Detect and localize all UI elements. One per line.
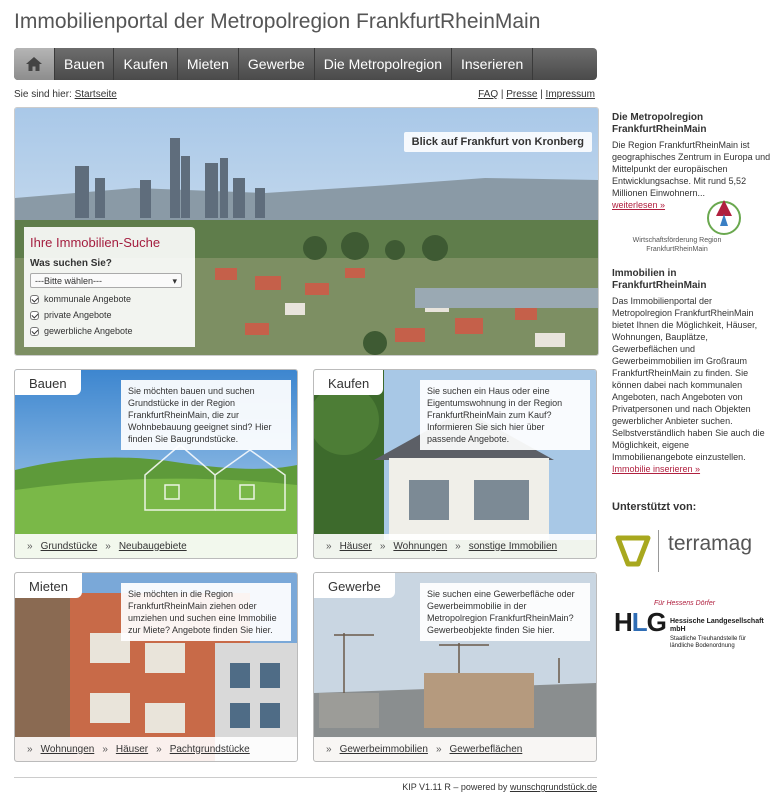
- link-arrow: »: [105, 540, 111, 552]
- hero-caption: Blick auf Frankfurt von Kronberg: [404, 132, 592, 152]
- search-panel: [24, 227, 195, 347]
- checkbox-label: gewerbliche Angebote: [44, 326, 133, 336]
- category-select[interactable]: ---Bitte wählen--- ▾: [30, 273, 182, 288]
- powered-by-link[interactable]: wunschgrundstück.de: [509, 782, 597, 792]
- nav-item-metropolregion[interactable]: Die Metropolregion: [315, 48, 452, 80]
- box-text: Sie suchen eine Gewerbefläche oder Gewerbeimmobilie in der Metropolregion FrankfurtRheinMain? Gewerbeobjekte finden Sie hier.: [420, 583, 590, 641]
- link-arrow: »: [27, 540, 33, 552]
- immobilie-inserieren-link[interactable]: Immobilie inserieren »: [612, 464, 701, 474]
- nav-item-bauen[interactable]: Bauen: [55, 48, 114, 80]
- pachtgrundstuecke-link[interactable]: Pachtgrundstücke: [169, 743, 250, 755]
- link-arrow: »: [326, 540, 332, 552]
- hlg-logo[interactable]: [612, 596, 772, 656]
- checkbox-checked[interactable]: [30, 311, 39, 320]
- nav-item-kaufen[interactable]: Kaufen: [114, 48, 177, 80]
- box-title: Gewerbe: [314, 573, 395, 598]
- link-arrow: »: [326, 743, 332, 755]
- haeuser-link[interactable]: Häuser: [339, 540, 372, 552]
- box-links: [15, 737, 297, 761]
- hlg-slogan: Für Hessens Dörfer: [654, 600, 716, 607]
- main-nav: [14, 48, 597, 80]
- site-title: Immobilienportal der Metropolregion FrankfurtRheinMain: [14, 10, 541, 33]
- checkbox-label: kommunale Angebote: [44, 294, 132, 304]
- box-title: Bauen: [15, 370, 81, 395]
- box-mieten: [14, 572, 298, 762]
- logo-divider: [658, 530, 659, 572]
- link-arrow: »: [27, 743, 33, 755]
- wf-logo[interactable]: [612, 196, 762, 256]
- link-arrow: »: [379, 540, 386, 552]
- wohnungen-miete-link[interactable]: Wohnungen: [40, 743, 95, 755]
- breadcrumb-current[interactable]: Startseite: [74, 89, 117, 100]
- footer: [14, 777, 597, 792]
- checkbox-gewerblich[interactable]: [30, 326, 189, 336]
- box-links: [15, 534, 297, 558]
- terramag-logo-icon: [614, 532, 652, 570]
- haeuser-miete-link[interactable]: Häuser: [115, 743, 149, 755]
- hero-banner: [14, 107, 599, 356]
- wohnungen-link[interactable]: Wohnungen: [393, 540, 448, 552]
- nav-home[interactable]: [14, 48, 55, 80]
- box-links: [314, 534, 596, 558]
- link-arrow: »: [435, 743, 442, 755]
- supported-by: [612, 501, 772, 516]
- checkbox-checked[interactable]: [30, 327, 39, 336]
- terramag-logo[interactable]: [612, 528, 772, 572]
- box-title: Mieten: [15, 573, 82, 598]
- portal-title: Immobilien in FrankfurtRheinMain: [612, 268, 707, 291]
- gewerbeflaechen-link[interactable]: Gewerbeflächen: [449, 743, 523, 755]
- top-links: FAQ | Presse | Impressum: [478, 89, 595, 100]
- checkbox-kommunal[interactable]: [30, 294, 189, 304]
- nav-item-mieten[interactable]: Mieten: [178, 48, 239, 80]
- hlg-sub: Staatliche Treuhandstelle für ländliche Bodenordnung: [670, 636, 747, 649]
- home-icon: [26, 57, 42, 71]
- checkbox-checked[interactable]: [30, 295, 39, 304]
- supported-by-title: Unterstützt von:: [612, 501, 697, 513]
- presse-link[interactable]: Presse: [506, 89, 538, 100]
- link-arrow: »: [102, 743, 108, 755]
- checkbox-privat[interactable]: [30, 310, 189, 320]
- search-question: Was suchen Sie?: [30, 258, 112, 269]
- search-title: Ihre Immobilien-Suche: [30, 235, 161, 250]
- terramag-text: terramag: [668, 532, 753, 555]
- grundstuecke-link[interactable]: Grundstücke: [40, 540, 98, 552]
- box-links: [314, 737, 596, 761]
- box-text: Sie suchen ein Haus oder eine Eigentumswohnung in der Region FrankfurtRheinMain zum Kauf? Informieren Sie sich hier über passende Angebote.: [420, 380, 590, 450]
- hlg-letters: HLG: [614, 607, 666, 637]
- nav-item-gewerbe[interactable]: Gewerbe: [239, 48, 315, 80]
- weiterlesen-link[interactable]: weiterlesen »: [612, 200, 666, 210]
- wf-logo-text: Wirtschaftsförderung Region FrankfurtRheinMain: [632, 237, 722, 253]
- sonstige-immobilien-link[interactable]: sonstige Immobilien: [468, 540, 558, 552]
- box-text: Sie möchten in die Region FrankfurtRheinMain ziehen oder umziehen und suchen eine Immobilie zur Miete? Angebote finden Sie hier.: [121, 583, 291, 641]
- nav-item-inserieren[interactable]: Inserieren: [452, 48, 533, 80]
- footer-text: KIP V1.11 R – powered by: [402, 782, 508, 792]
- sidebar-portal: [612, 268, 772, 475]
- impressum-link[interactable]: Impressum: [545, 89, 595, 100]
- gewerbeimmobilien-link[interactable]: Gewerbeimmobilien: [339, 743, 428, 755]
- breadcrumb-prefix: Sie sind hier:: [14, 89, 72, 100]
- region-text: Die Region FrankfurtRheinMain ist geographisches Zentrum in Europa und Mittelpunkt der europäischen Entwicklungsachse. Mit rund 5,52 Millionen Einwohnern...: [612, 140, 771, 198]
- region-title: Die Metropolregion FrankfurtRheinMain: [612, 112, 707, 135]
- box-gewerbe: [313, 572, 597, 762]
- wf-logo-icon: [704, 196, 744, 236]
- box-kaufen: [313, 369, 597, 559]
- checkbox-label: private Angebote: [44, 310, 112, 320]
- box-text: Sie möchten bauen und suchen Grundstücke in der Region FrankfurtRheinMain, die zur Wohnbebauung geeignet sind? Hier finden Sie Baugrundstücke.: [121, 380, 291, 450]
- box-bauen: [14, 369, 298, 559]
- faq-link[interactable]: FAQ: [478, 89, 499, 100]
- link-arrow: »: [455, 540, 461, 552]
- link-arrow: »: [156, 743, 162, 755]
- breadcrumb: [14, 89, 117, 100]
- neubaugebiete-link[interactable]: Neubaugebiete: [118, 540, 187, 552]
- box-title: Kaufen: [314, 370, 383, 395]
- portal-text: Das Immobilienportal der Metropolregion FrankfurtRheinMain bietet Ihnen die Möglichkeit, Häuser, Wohnungen, Bauplätze, Gewerbeflächen und Gewerbeimmobilien im Großraum FrankfurtRheinMain zu finden. Sie können dabei nach kommunalen Angeboten, nach Angeboten von Privatpersonen und nach Objekten gewerblicher Anbieter suchen. Selbstverständlich haben Sie auch die Möglichkeit, eigene Immobilienangebote einzustellen.: [612, 296, 765, 462]
- hlg-name: Hessische Landgesellschaft mbH: [670, 618, 764, 633]
